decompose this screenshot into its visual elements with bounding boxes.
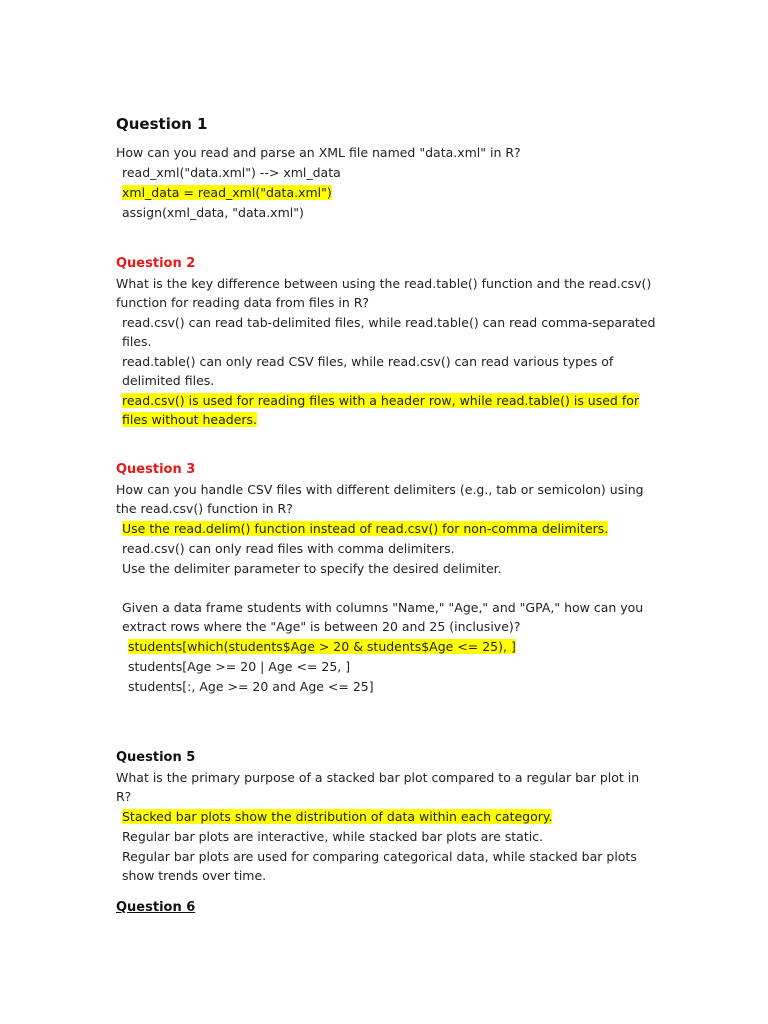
question-4-options — [128, 637, 656, 696]
question-2-options — [122, 313, 656, 429]
question-4-text: Given a data frame students with columns "Name," "Age," and "GPA," how can you extract rows where the "Age" is between 20 and 25 (inclusive)? — [122, 600, 644, 634]
question-3-option-1-correct — [122, 519, 656, 538]
question-3-text: How can you handle CSV files with different delimiters (e.g., tab or semicolon) using the read.csv() function in R? — [116, 482, 644, 516]
question-2-option-2: read.table() can only read CSV files, while read.csv() can read various types of delimited files. — [122, 354, 614, 388]
question-3-option-2: read.csv() can only read files with comma delimiters. — [122, 541, 455, 556]
question-5-title: Question 5 — [116, 750, 196, 765]
question-1-option-2-correct — [122, 183, 656, 202]
question-1-options — [122, 163, 656, 222]
question-5-option-3: Regular bar plots are used for comparing categorical data, while stacked bar plots show trends over time. — [122, 849, 637, 883]
question-3-option-3: Use the delimiter parameter to specify the desired delimiter. — [122, 561, 502, 576]
question-5 — [116, 748, 656, 886]
question-6 — [116, 898, 656, 918]
question-3-options — [122, 519, 656, 578]
question-4-option-2: students[Age >= 20 | Age <= 25, ] — [128, 659, 351, 674]
highlighted-answer: xml_data = read_xml("data.xml") — [122, 185, 332, 200]
question-4-option-1-correct — [128, 637, 656, 656]
question-5-text: What is the primary purpose of a stacked bar plot compared to a regular bar plot in R? — [116, 770, 640, 804]
highlighted-answer: Use the read.delim() function instead of read.csv() for non-comma delimiters. — [122, 521, 609, 536]
question-5-options — [122, 807, 656, 885]
question-1-option-1: read_xml("data.xml") --> xml_data — [122, 165, 341, 180]
question-3-title: Question 3 — [116, 462, 196, 477]
question-1-option-3: assign(xml_data, "data.xml") — [122, 205, 304, 220]
question-3 — [116, 460, 656, 579]
highlighted-answer: read.csv() is used for reading files with a header row, while read.table() is used for files without headers. — [122, 393, 640, 427]
question-2-title: Question 2 — [116, 256, 196, 271]
question-5-option-1-correct — [122, 807, 656, 826]
question-1-title: Question 1 — [116, 115, 208, 133]
question-1 — [116, 114, 656, 223]
question-2 — [116, 254, 656, 430]
question-1-text: How can you read and parse an XML file named "data.xml" in R? — [116, 145, 521, 160]
question-2-option-1: read.csv() can read tab-delimited files, while read.table() can read comma-separated files. — [122, 315, 656, 349]
question-4-option-3: students[:, Age >= 20 and Age <= 25] — [128, 679, 374, 694]
question-5-option-2: Regular bar plots are interactive, while stacked bar plots are static. — [122, 829, 544, 844]
question-4 — [122, 598, 656, 697]
highlighted-answer: students[which(students$Age > 20 & students$Age <= 25), ] — [128, 639, 516, 654]
question-2-text: What is the key difference between using the read.table() function and the read.csv() function for reading data from files in R? — [116, 276, 652, 310]
question-2-option-3-correct — [122, 391, 656, 429]
highlighted-answer: Stacked bar plots show the distribution of data within each category. — [122, 809, 553, 824]
question-6-title: Question 6 — [116, 900, 196, 915]
